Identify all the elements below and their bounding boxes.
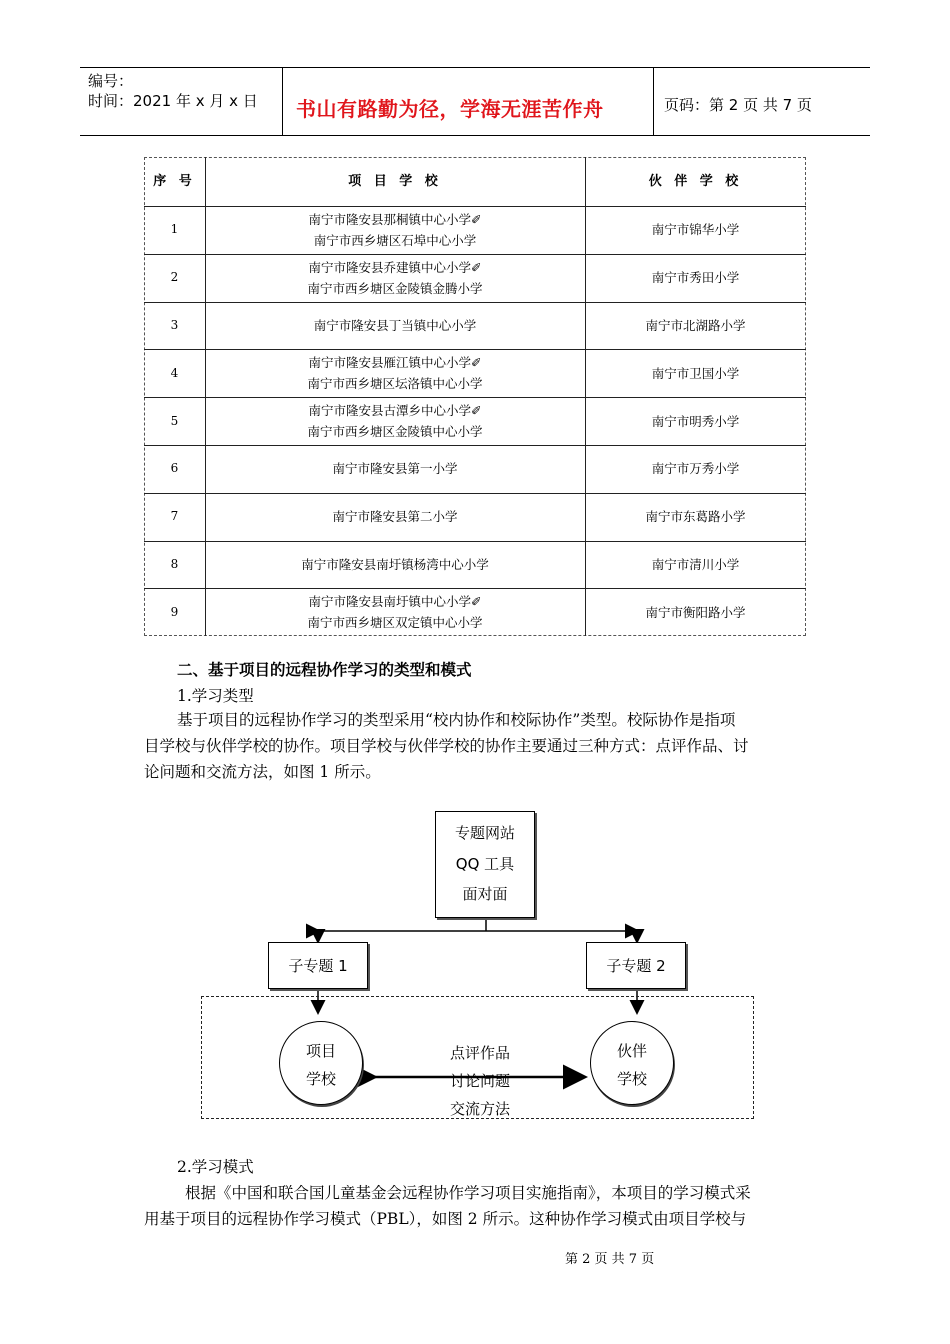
paragraph-2-line-2: 用基于项目的远程协作学习模式（PBL），如图 2 所示。这种协作学习模式由项目学校与 xyxy=(144,1210,747,1228)
partner-school-cell: 南宁市东葛路小学 xyxy=(645,509,746,525)
method-review-works: 点评作品 xyxy=(449,1044,510,1062)
page-footer: 第 2 页 共 7 页 xyxy=(565,1252,655,1267)
project-school-name: 南宁市隆安县第一小学 xyxy=(332,461,458,477)
partner-school-cell: 南宁市秀田小学 xyxy=(651,270,740,286)
channel-face-to-face: 面对面 xyxy=(462,885,508,903)
paragraph-1-line-2: 目学校与伙伴学校的协作。项目学校与伙伴学校的协作主要通过三种方式：点评作品、讨 xyxy=(144,737,749,755)
project-school-name: 南宁市隆安县南圩镇中心小学✐ xyxy=(308,594,482,610)
row-number: 4 xyxy=(170,365,179,380)
partner-school-line-1: 伙伴 xyxy=(616,1042,647,1060)
project-school-name: 南宁市西乡塘区双定镇中心小学 xyxy=(307,615,483,631)
page-label: 页码：第 2 页 共 7 页 xyxy=(664,96,812,114)
partner-school-cell: 南宁市万秀小学 xyxy=(651,461,740,477)
row-number: 7 xyxy=(170,509,179,524)
paragraph-2-line-1: 根据《中国和联合国儿童基金会远程协作学习项目实施指南》，本项目的学习模式采 xyxy=(185,1184,751,1202)
time-label: 时间：2021 年 x 月 x 日 xyxy=(88,92,258,110)
partner-school-cell: 南宁市明秀小学 xyxy=(651,413,740,429)
subtopic-2-label: 子专题 2 xyxy=(606,957,666,975)
project-school-name: 南宁市隆安县古潭乡中心小学✐ xyxy=(308,403,482,419)
channel-qq: QQ 工具 xyxy=(455,855,515,873)
row-number: 2 xyxy=(170,270,179,285)
project-school-line-2: 学校 xyxy=(305,1070,336,1088)
table-header-cell: 项 目 学 校 xyxy=(348,174,442,189)
project-school-name: 南宁市西乡塘区石埠中心小学 xyxy=(313,232,477,248)
project-school-name: 南宁市隆安县丁当镇中心小学 xyxy=(313,317,477,333)
project-school-name: 南宁市隆安县乔建镇中心小学✐ xyxy=(308,259,482,275)
partner-school-cell: 南宁市衡阳路小学 xyxy=(645,604,746,620)
partner-school-line-2: 学校 xyxy=(616,1070,647,1088)
subsection-2-title: 2.学习模式 xyxy=(177,1158,254,1176)
project-school-name: 南宁市隆安县雁江镇中心小学✐ xyxy=(308,355,482,371)
project-school-name: 南宁市西乡塘区坛洛镇中心小学 xyxy=(307,376,483,392)
partner-school-cell: 南宁市北湖路小学 xyxy=(645,317,746,333)
partner-school-cell: 南宁市卫国小学 xyxy=(651,365,740,381)
project-school-circle xyxy=(279,1021,363,1105)
row-number: 9 xyxy=(170,604,179,619)
project-school-name: 南宁市西乡塘区金陵镇金腾小学 xyxy=(307,280,483,296)
partner-school-cell: 南宁市清川小学 xyxy=(651,556,740,572)
row-number: 6 xyxy=(170,461,179,476)
project-school-line-1: 项目 xyxy=(305,1042,336,1060)
paragraph-1-line-3: 论问题和交流方法，如图 1 所示。 xyxy=(144,763,381,781)
partner-school-cell: 南宁市锦华小学 xyxy=(651,222,740,238)
paragraph-1-line-1: 基于项目的远程协作学习的类型采用“校内协作和校际协作”类型。校际协作是指项 xyxy=(177,711,736,729)
row-number: 3 xyxy=(170,317,179,332)
serial-label: 编号： xyxy=(88,72,134,90)
method-exchange-methods: 交流方法 xyxy=(449,1100,510,1118)
project-school-name: 南宁市隆安县第二小学 xyxy=(332,509,458,525)
row-number: 5 xyxy=(170,413,179,428)
channel-website: 专题网站 xyxy=(454,824,515,842)
table-header-cell: 序 号 xyxy=(153,174,196,189)
project-school-name: 南宁市隆安县南圩镇杨湾中心小学 xyxy=(301,556,489,572)
subsection-1-title: 1.学习类型 xyxy=(177,687,254,705)
project-school-name: 南宁市西乡塘区金陵镇中心小学 xyxy=(307,424,483,440)
header-motto: 书山有路勤为径，学海无涯苦作舟 xyxy=(296,97,604,121)
row-number: 8 xyxy=(170,556,179,571)
partner-school-circle xyxy=(590,1021,674,1105)
section-heading: 二、基于项目的远程协作学习的类型和模式 xyxy=(177,661,472,679)
project-school-name: 南宁市隆安县那桐镇中心小学✐ xyxy=(308,211,482,227)
subtopic-1-label: 子专题 1 xyxy=(288,957,348,975)
table-header-cell: 伙 伴 学 校 xyxy=(648,174,743,189)
method-discuss-issues: 讨论问题 xyxy=(449,1072,510,1090)
row-number: 1 xyxy=(170,222,179,237)
